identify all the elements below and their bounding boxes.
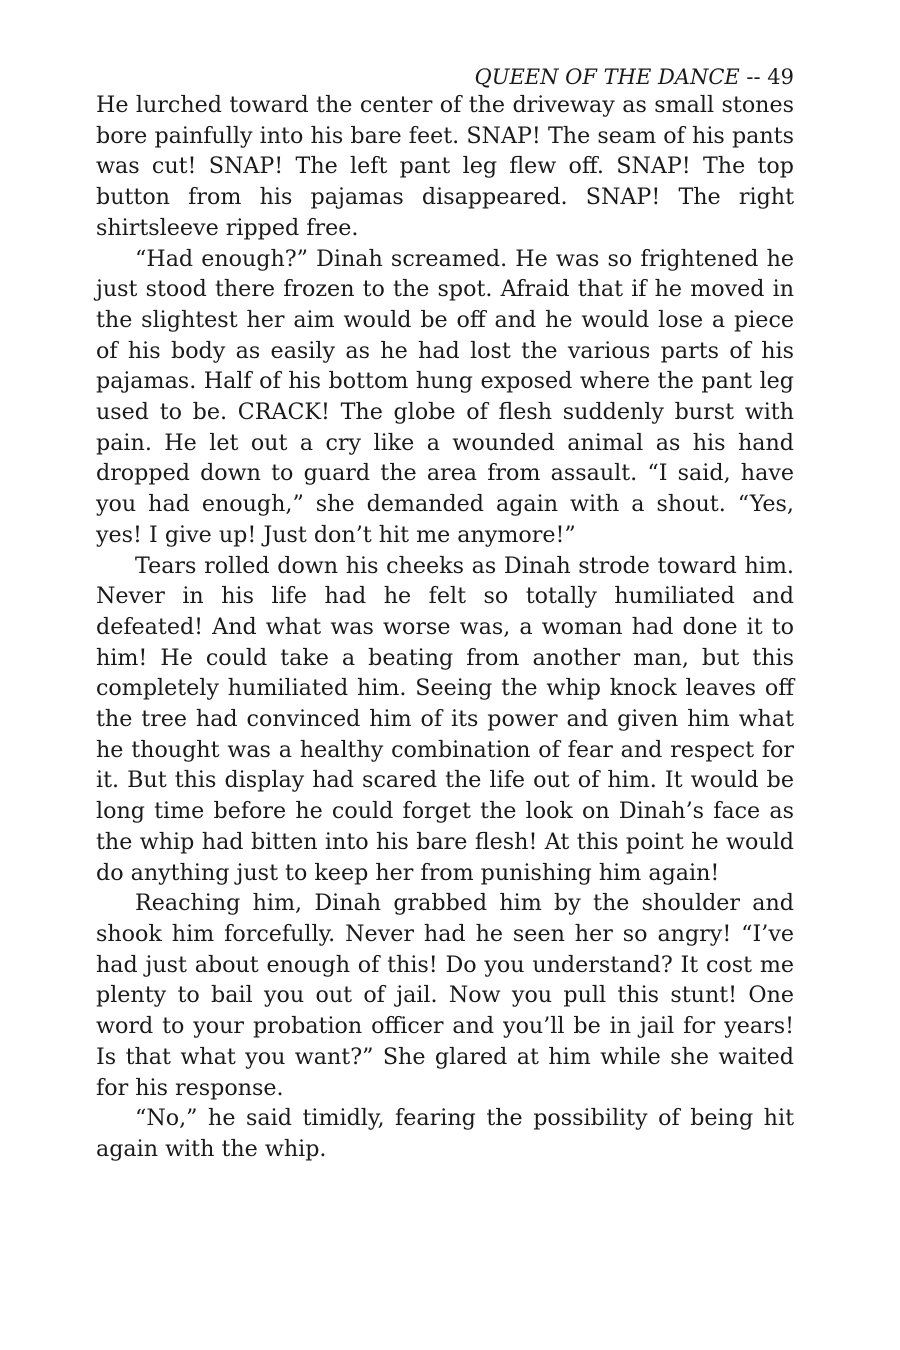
paragraph-4: Reaching him, Dinah grabbed him by the shoulder and shook him forcefully. Never had he seen her so angry! “I’ve had just about enough of this! Do you understand? It cost me plenty to bail you out of jail. Now you pull this stunt! One word to your probation officer and you’ll be in jail for years! Is that what you want?” She glared at him while she waited for his response. [96, 890, 794, 1101]
header-separator: -- [739, 65, 768, 89]
page-number: 49 [767, 65, 794, 89]
running-header [96, 64, 794, 90]
paragraph-5: “No,” he said timidly, fearing the possibility of being hit again with the whip. [96, 1105, 794, 1162]
paragraph-3: Tears rolled down his cheeks as Dinah strode toward him. Never in his life had he felt so totally humiliated and defeated! And what was worse was, a woman had done it to him! He could take a beating from another man, but this completely humiliated him. Seeing the whip knock leaves off the tree had convinced him of its power and given him what he thought was a healthy combination of fear and respect for it. But this display had scared the life out of him. It would be long time before he could forget the look on Dinah’s face as the whip had bitten into his bare flesh! At this point he would do anything just to keep her from punishing him again! [96, 552, 794, 886]
running-title: QUEEN OF THE DANCE [474, 65, 740, 89]
paragraph-2: “Had enough?” Dinah screamed. He was so frightened he just stood there frozen to the spot. Afraid that if he moved in the slightest her aim would be off and he would lose a piece of his body as easily as he had lost the various parts of his pajamas. Half of his bottom hung exposed where the pant leg used to be. CRACK! The globe of flesh suddenly burst with pain. He let out a cry like a wounded animal as his hand dropped down to guard the area from assault. “I said, have you had enough,” she demanded again with a shout. “Yes, yes! I give up! Just don’t hit me anymore!” [96, 245, 794, 548]
paragraph-1: He lurched toward the center of the driveway as small stones bore painfully into his bare feet. SNAP! The seam of his pants was cut! SNAP! The left pant leg flew off. SNAP! The top button from his pajamas disappeared. SNAP! The right shirtsleeve ripped free. [96, 92, 794, 241]
body-text [96, 90, 794, 1165]
book-page [96, 64, 794, 1165]
